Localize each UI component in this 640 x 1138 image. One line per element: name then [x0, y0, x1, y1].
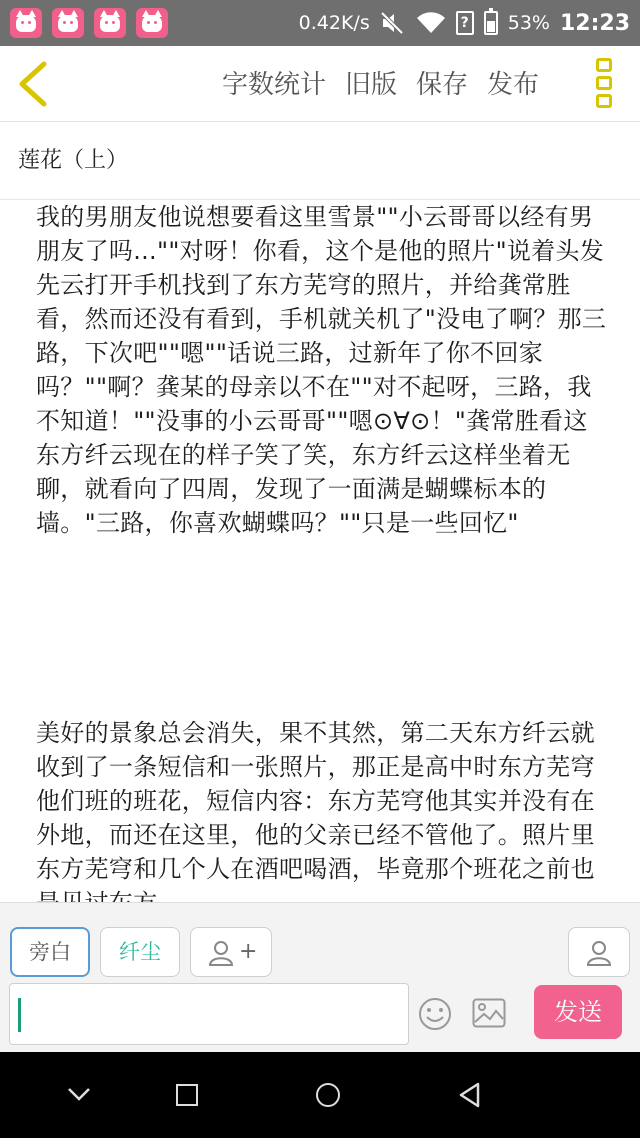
person-icon: [587, 940, 611, 966]
back-arrow-icon[interactable]: [14, 60, 54, 108]
notification-icons: [10, 8, 168, 38]
publish-button[interactable]: 发布: [487, 70, 540, 100]
chapter-title[interactable]: 莲花（上）: [0, 122, 640, 200]
mute-icon: [380, 11, 406, 35]
text-caret: [18, 998, 21, 1032]
more-menu-icon[interactable]: [596, 58, 612, 108]
role-narration-button[interactable]: 旁白: [10, 927, 90, 977]
old-version-button[interactable]: 旧版: [345, 70, 398, 100]
editor-content[interactable]: [0, 200, 640, 902]
status-bar: [0, 0, 640, 46]
add-role-button[interactable]: [190, 927, 272, 977]
wifi-icon: [416, 11, 446, 35]
network-speed: 0.42K/s: [298, 12, 370, 34]
app-cat-icon: [10, 8, 42, 38]
word-count-button[interactable]: 字数统计: [222, 70, 327, 100]
app-header: [0, 46, 640, 122]
sim-icon: ?: [456, 11, 474, 35]
plus-sign: +: [239, 939, 258, 964]
paragraph: 我的男朋友他说想要看这里雪景""小云哥哥以经有男朋友了吗...""对呀！你看，这个是他的照片"说着头发先云打开手机找到了东方芜穹的照片，并给龚常胜看，然而还没有看到，手机就关机了"没电了啊？那三路，下次吧""嗯""话说三路，过新年了你不回家吗？""啊？龚某的母亲以不在""对不起呀，三路，我不知道！""没事的小云哥哥""嗯⊙∀⊙！"龚常胜看这东方纤云现在的样子笑了笑，东方纤云这样坐着无聊，就看向了四周，发现了一面满是蝴蝶标本的墙。"三路，你喜欢蝴蝶吗？""只是一些回忆": [36, 203, 607, 537]
recents-square-icon[interactable]: [176, 1084, 198, 1106]
paragraph: 美好的景象总会消失，果不其然，第二天东方纤云就收到了一条短信和一张照片，那正是高中时东方芜穹他们班的班花，短信内容：东方芜穹他其实并没有在外地，而还在这里，他的父亲已经不管他了。照片里东方芜穹和几个人在酒吧喝酒，毕竟那个班花之前也: [36, 719, 595, 883]
app-cat-icon: [52, 8, 84, 38]
send-button[interactable]: 发送: [534, 985, 622, 1039]
role-character-button[interactable]: 纤尘: [100, 927, 180, 977]
app-cat-icon: [94, 8, 126, 38]
app-cat-icon: [136, 8, 168, 38]
composer-panel: [0, 902, 640, 1052]
battery-icon: [484, 11, 498, 35]
chevron-down-icon[interactable]: [66, 1086, 92, 1102]
message-input[interactable]: [9, 983, 409, 1045]
back-triangle-icon[interactable]: [458, 1082, 482, 1108]
person-icon: [209, 940, 233, 966]
save-button[interactable]: 保存: [416, 70, 469, 100]
battery-percent: 53%: [507, 12, 550, 34]
home-circle-icon[interactable]: [316, 1083, 340, 1107]
my-role-button[interactable]: [568, 927, 630, 977]
system-nav-bar: [0, 1052, 640, 1138]
emoji-icon[interactable]: [418, 997, 452, 1031]
image-icon[interactable]: [472, 998, 506, 1028]
clock: 12:23: [559, 10, 630, 36]
